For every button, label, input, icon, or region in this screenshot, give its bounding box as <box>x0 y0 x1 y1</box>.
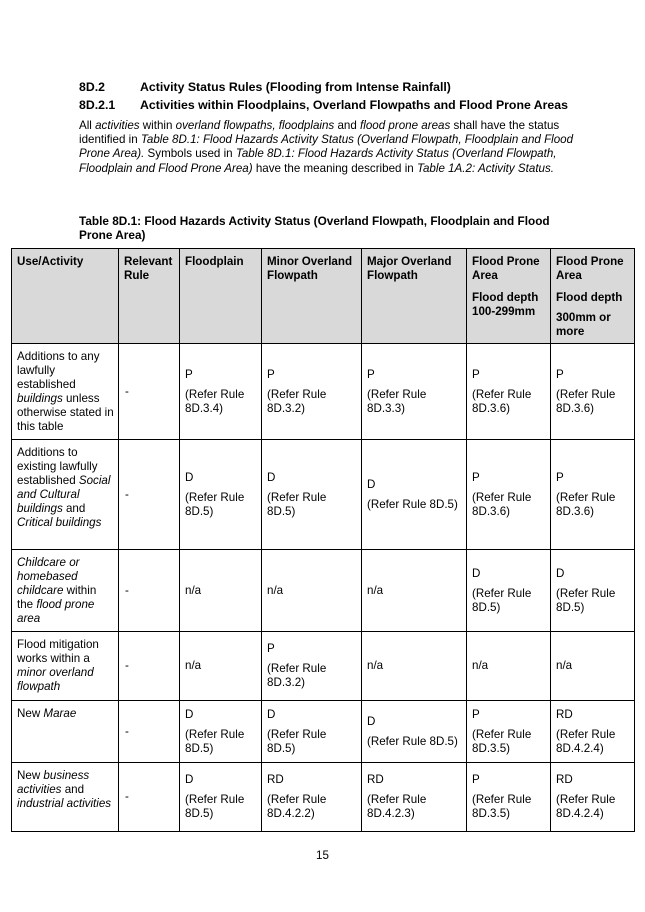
text-run: Critical buildings <box>17 516 102 529</box>
text-run: Social and Cultural buildings <box>17 474 111 515</box>
status-code: D <box>267 470 276 484</box>
text-run: Childcare or homebased childcare <box>17 556 80 597</box>
subsection-number: 8D.2.1 <box>79 98 116 112</box>
status-code: RD <box>267 773 284 786</box>
use-activity-cell <box>12 344 119 440</box>
flood-hazards-activity-table <box>11 248 635 832</box>
text-run: Table 1A.2: Activity Status. <box>416 161 554 175</box>
status-code: D <box>556 566 565 580</box>
rule-reference: (Refer Rule 8D.4.2.3) <box>367 793 427 820</box>
status-cell-flood-prone-area-2 <box>551 550 635 632</box>
status-code: P <box>556 367 564 381</box>
text-run: and <box>61 783 85 796</box>
status-code: P <box>267 367 275 381</box>
text-run: shall have the status identified in <box>79 119 560 147</box>
status-cell-major-overland-flowpath <box>362 701 467 763</box>
table-row <box>12 440 635 550</box>
table-row <box>12 632 635 701</box>
relevant-rule-cell: - <box>119 701 180 763</box>
status-cell-flood-prone-area-2 <box>551 632 635 701</box>
status-code: n/a <box>472 659 489 672</box>
relevant-rule-cell: - <box>119 440 180 550</box>
status-code: RD <box>556 707 573 721</box>
subsection-title: Activities within Floodplains, Overland Flowpaths and Flood Prone Areas <box>140 98 568 112</box>
use-activity-cell <box>12 550 119 632</box>
rule-reference: (Refer Rule 8D.3.3) <box>367 387 427 415</box>
header-relevant-rule: Relevant Rule <box>119 249 180 344</box>
text-run: and <box>62 502 86 515</box>
rule-reference: (Refer Rule 8D.3.6) <box>556 490 616 518</box>
relevant-rule-cell: - <box>119 550 180 632</box>
status-code: RD <box>556 773 573 786</box>
status-cell-flood-prone-area-2 <box>551 440 635 550</box>
status-code: n/a <box>367 659 384 672</box>
text-run: minor overland flowpath <box>17 666 94 693</box>
intro-paragraph <box>79 119 579 176</box>
text-run: New <box>17 707 44 720</box>
text-run: Table 8D.1: Flood Hazards Activity Status (Overland Flowpath, Floodplain and Flood Prone Area) <box>79 147 557 175</box>
relevant-rule-cell: - <box>119 632 180 701</box>
rule-reference: (Refer Rule 8D.3.6) <box>472 490 532 518</box>
rule-reference: (Refer Rule 8D.3.5) <box>472 793 532 820</box>
text-run: overland flowpaths, floodplains <box>175 119 335 132</box>
status-cell-minor-overland-flowpath <box>262 701 362 763</box>
rule-reference: (Refer Rule 8D.3.6) <box>472 387 532 415</box>
status-cell-floodplain <box>180 632 262 701</box>
status-code: P <box>472 773 480 786</box>
status-cell-floodplain <box>180 550 262 632</box>
rule-reference: (Refer Rule 8D.3.6) <box>556 387 616 415</box>
header-fpa1-label: Flood Prone Area <box>472 255 540 282</box>
use-activity-cell <box>12 763 119 832</box>
status-cell-major-overland-flowpath <box>362 344 467 440</box>
header-minor-overland-flowpath: Minor Overland Flowpath <box>262 249 362 344</box>
rule-reference: (Refer Rule 8D.4.2.2) <box>267 793 327 820</box>
text-run: Table 8D.1: Flood Hazards Activity Status (Overland Flowpath, Floodplain and Flood Prone Area). <box>79 133 574 161</box>
text-run: All <box>79 119 96 132</box>
status-code: D <box>185 773 194 786</box>
rule-reference: (Refer Rule 8D.3.2) <box>267 387 327 415</box>
header-flood-prone-area-2 <box>551 249 635 344</box>
use-activity-cell <box>12 632 119 701</box>
status-code: P <box>472 367 480 381</box>
table-row <box>12 344 635 440</box>
status-code: D <box>267 707 276 721</box>
relevant-rule-cell: - <box>119 763 180 832</box>
status-code: P <box>556 470 564 484</box>
status-code: P <box>367 367 375 381</box>
section-number: 8D.2 <box>79 80 105 94</box>
rule-reference: (Refer Rule 8D.5) <box>267 490 327 518</box>
status-cell-floodplain <box>180 763 262 832</box>
text-run: flood prone area <box>17 598 95 625</box>
status-code: n/a <box>267 583 284 597</box>
status-cell-flood-prone-area-2 <box>551 701 635 763</box>
section-title: Activity Status Rules (Flooding from Intense Rainfall) <box>140 80 451 94</box>
text-run: Flood mitigation works within a <box>17 638 99 665</box>
header-fpa2-depth-range: 300mm or more <box>556 311 611 338</box>
status-code: n/a <box>185 659 202 672</box>
header-flood-prone-area-1 <box>467 249 551 344</box>
status-cell-major-overland-flowpath <box>362 763 467 832</box>
table-row <box>12 701 635 763</box>
status-cell-minor-overland-flowpath <box>262 763 362 832</box>
status-cell-floodplain <box>180 701 262 763</box>
status-cell-flood-prone-area-1 <box>467 440 551 550</box>
table-row <box>12 763 635 832</box>
rule-reference: (Refer Rule 8D.3.5) <box>472 727 532 755</box>
rule-reference: (Refer Rule 8D.5) <box>556 586 616 614</box>
text-run: Additions to existing lawfully established <box>17 446 98 487</box>
status-code: D <box>367 477 376 491</box>
status-code: n/a <box>556 659 573 672</box>
text-run: Marae <box>43 707 77 720</box>
rule-reference: (Refer Rule 8D.5) <box>367 497 458 511</box>
text-run: Additions to any lawfully established <box>17 350 100 391</box>
table-header-row <box>12 249 635 344</box>
status-cell-flood-prone-area-1 <box>467 344 551 440</box>
text-run: New <box>17 769 44 782</box>
status-code: n/a <box>185 583 202 597</box>
status-cell-minor-overland-flowpath <box>262 632 362 701</box>
rule-reference: (Refer Rule 8D.5) <box>267 727 327 755</box>
status-cell-minor-overland-flowpath <box>262 344 362 440</box>
status-cell-minor-overland-flowpath <box>262 550 362 632</box>
rule-reference: (Refer Rule 8D.4.2.4) <box>556 727 616 755</box>
status-cell-minor-overland-flowpath <box>262 440 362 550</box>
status-code: P <box>472 707 480 721</box>
text-run: within the <box>17 584 97 611</box>
status-cell-floodplain <box>180 344 262 440</box>
rule-reference: (Refer Rule 8D.5) <box>185 490 245 518</box>
header-fpa2-depth: Flood depth <box>556 291 623 304</box>
status-code: D <box>472 566 481 580</box>
status-code: P <box>267 642 275 655</box>
table-row <box>12 550 635 632</box>
relevant-rule-cell: - <box>119 344 180 440</box>
status-cell-flood-prone-area-1 <box>467 701 551 763</box>
status-cell-floodplain <box>180 440 262 550</box>
text-run: buildings <box>17 392 63 405</box>
table-body <box>12 344 635 832</box>
status-cell-flood-prone-area-1 <box>467 632 551 701</box>
page-number: 15 <box>316 849 329 862</box>
rule-reference: (Refer Rule 8D.3.4) <box>185 387 245 415</box>
use-activity-cell <box>12 701 119 763</box>
header-fpa1-depth: Flood depth 100-299mm <box>472 291 539 318</box>
text-run: have the meaning described in <box>252 161 417 175</box>
text-run: Symbols used in <box>144 147 236 161</box>
status-code: n/a <box>367 583 384 597</box>
text-run: unless otherwise stated in this table <box>17 392 114 433</box>
table-caption: Table 8D.1: Flood Hazards Activity Status (Overland Flowpath, Floodplain and Flood Prone Area) <box>79 214 550 243</box>
header-major-overland-flowpath: Major Overland Flowpath <box>362 249 467 344</box>
header-floodplain: Floodplain <box>180 249 262 344</box>
status-cell-flood-prone-area-1 <box>467 763 551 832</box>
use-activity-cell <box>12 440 119 550</box>
rule-reference: (Refer Rule 8D.5) <box>472 586 532 614</box>
status-code: P <box>472 470 480 484</box>
header-fpa2-label: Flood Prone Area <box>556 255 624 282</box>
status-code: D <box>367 714 376 728</box>
status-cell-major-overland-flowpath <box>362 550 467 632</box>
status-cell-flood-prone-area-1 <box>467 550 551 632</box>
rule-reference: (Refer Rule 8D.4.2.4) <box>556 793 616 820</box>
text-run: flood prone areas <box>360 119 451 132</box>
text-run: and <box>334 119 361 132</box>
header-use-activity: Use/Activity <box>12 249 119 344</box>
rule-reference: (Refer Rule 8D.5) <box>185 727 245 755</box>
status-code: P <box>185 367 193 381</box>
text-run: business activities <box>17 769 90 796</box>
rule-reference: (Refer Rule 8D.3.2) <box>267 662 327 689</box>
rule-reference: (Refer Rule 8D.5) <box>185 793 245 820</box>
status-cell-flood-prone-area-2 <box>551 763 635 832</box>
status-code: D <box>185 470 194 484</box>
text-run: activities <box>95 119 140 132</box>
status-code: D <box>185 707 194 721</box>
rule-reference: (Refer Rule 8D.5) <box>367 734 458 748</box>
status-cell-major-overland-flowpath <box>362 440 467 550</box>
status-cell-flood-prone-area-2 <box>551 344 635 440</box>
status-cell-major-overland-flowpath <box>362 632 467 701</box>
text-run: within <box>139 119 176 132</box>
status-code: RD <box>367 773 384 786</box>
text-run: industrial activities <box>17 797 112 810</box>
